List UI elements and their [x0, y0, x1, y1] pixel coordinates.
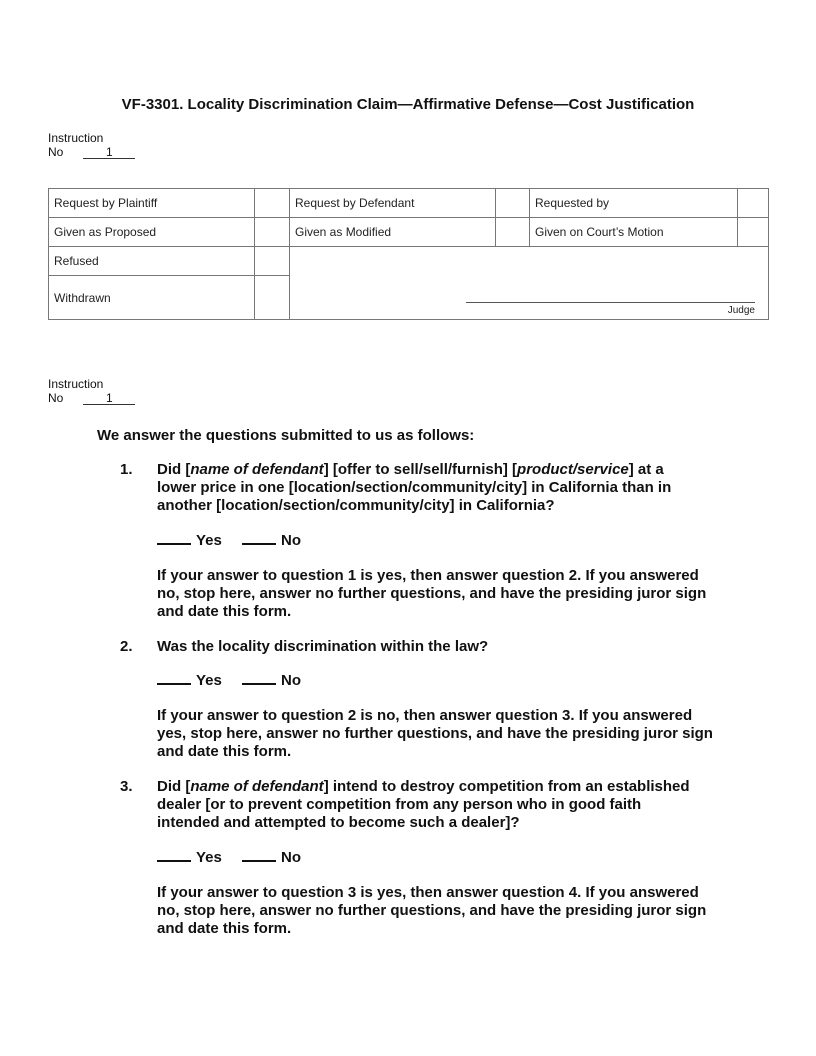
no-blank[interactable]	[242, 542, 276, 545]
no-label: No	[281, 849, 302, 866]
request-by-plaintiff-label: Request by Plaintiff	[49, 189, 255, 218]
followup-1: If your answer to question 1 is yes, then answer question 2. If you answered no, stop here, answer no further questions, and have the presiding juror sign and date this form.	[157, 567, 707, 620]
request-by-defendant-checkbox[interactable]	[496, 189, 530, 218]
no-blank[interactable]	[242, 682, 276, 685]
instruction-number-field[interactable]: 1	[83, 392, 135, 405]
question-3: 3. Did [name of defendant] intend to destroy competition from an established dealer [or to prevent competition from any person who in good faith intended and attempted to become such a dealer]?	[120, 778, 690, 831]
request-by-plaintiff-checkbox[interactable]	[255, 189, 290, 218]
followup-3: If your answer to question 3 is yes, then answer question 4. If you answered no, stop here, answer no further questions, and have the presiding juror sign and date this form.	[157, 884, 707, 937]
instruction-number-block-2	[48, 377, 135, 405]
yes-label: Yes	[196, 532, 222, 549]
instruction-number-block	[48, 131, 135, 159]
no-label: No	[281, 672, 302, 689]
intro-text: We answer the questions submitted to us as follows:	[97, 427, 475, 444]
no-blank[interactable]	[242, 859, 276, 862]
no-label: No	[48, 391, 64, 405]
given-as-modified-label: Given as Modified	[290, 218, 496, 247]
instruction-number-field[interactable]: 1	[83, 146, 135, 159]
no-label: No	[281, 532, 302, 549]
question-number: 3.	[120, 778, 133, 795]
given-on-courts-motion-label: Given on Court’s Motion	[530, 218, 738, 247]
given-as-proposed-label: Given as Proposed	[49, 218, 255, 247]
question-1: 1. Did [name of defendant] [offer to sell/sell/furnish] [product/service] at a lower price in one [location/section/community/city] in California than in another [location/section/community/city] in California?	[120, 461, 672, 514]
yes-blank[interactable]	[157, 682, 191, 685]
judge-signature-area	[290, 247, 769, 320]
requested-by-checkbox[interactable]	[738, 189, 769, 218]
judge-signature-line[interactable]	[466, 302, 755, 303]
no-label: No	[48, 145, 64, 159]
instruction-control-table	[48, 188, 769, 320]
yes-blank[interactable]	[157, 542, 191, 545]
question-number: 2.	[120, 638, 133, 655]
question-2: 2. Was the locality discrimination within the law?	[120, 638, 489, 655]
given-on-courts-motion-checkbox[interactable]	[738, 218, 769, 247]
given-as-modified-checkbox[interactable]	[496, 218, 530, 247]
page-title: VF-3301. Locality Discrimination Claim—Affirmative Defense—Cost Justification	[121, 96, 695, 113]
judge-label: Judge	[727, 305, 755, 316]
request-by-defendant-label: Request by Defendant	[290, 189, 496, 218]
instruction-label: Instruction	[48, 131, 104, 145]
answer-row-1	[157, 532, 301, 549]
given-as-proposed-checkbox[interactable]	[255, 218, 290, 247]
withdrawn-label: Withdrawn	[49, 276, 255, 320]
yes-label: Yes	[196, 672, 222, 689]
answer-row-2	[157, 672, 301, 689]
withdrawn-checkbox[interactable]	[255, 276, 290, 320]
requested-by-label: Requested by	[530, 189, 738, 218]
followup-2: If your answer to question 2 is no, then answer question 3. If you answered yes, stop here, answer no further questions, and have the presiding juror sign and date this form.	[157, 707, 713, 760]
instruction-label: Instruction	[48, 377, 104, 391]
refused-checkbox[interactable]	[255, 247, 290, 276]
question-number: 1.	[120, 461, 133, 478]
refused-label: Refused	[49, 247, 255, 276]
yes-blank[interactable]	[157, 859, 191, 862]
yes-label: Yes	[196, 849, 222, 866]
answer-row-3	[157, 849, 301, 866]
